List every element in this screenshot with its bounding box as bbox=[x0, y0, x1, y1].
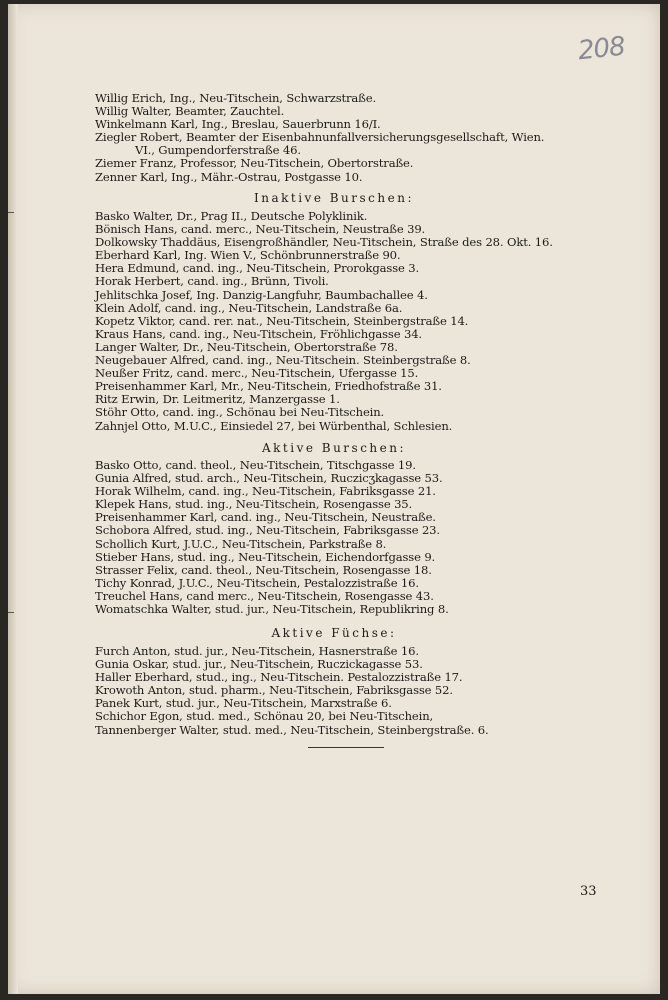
section-heading: Inaktive Burschen: bbox=[253, 191, 414, 205]
list-item: Schobora Alfred, stud. ing., Neu-Titschein, Fabriksgasse 23. bbox=[95, 523, 440, 538]
page-number: 33 bbox=[580, 884, 597, 899]
list-item: Ziemer Franz, Professor, Neu-Titschein, Obertorstraße. bbox=[95, 156, 414, 171]
margin-mark bbox=[8, 612, 14, 613]
list-item: Zahnjel Otto, M.U.C., Einsiedel 27, bei Würbenthal, Schlesien. bbox=[95, 418, 453, 433]
margin-mark bbox=[8, 212, 14, 213]
list-item-continuation: VI., Gumpendorferstraße 46. bbox=[135, 143, 301, 158]
list-item: Neugebauer Alfred, cand. ing., Neu-Titschein. Steinbergstraße 8. bbox=[95, 353, 471, 368]
list-item: Krowoth Anton, stud. pharm., Neu-Titschein, Fabriksgasse 52. bbox=[95, 683, 453, 698]
section-entries bbox=[95, 210, 635, 433]
list-item: Zenner Karl, Ing., Mähr.-Ostrau, Postgasse 10. bbox=[95, 169, 363, 184]
entries-top bbox=[95, 92, 635, 184]
book-page bbox=[8, 4, 660, 994]
list-item: Schollich Kurt, J.U.C., Neu-Titschein, Parkstraße 8. bbox=[95, 536, 387, 551]
list-item: Schichor Egon, stud. med., Schönau 20, bei Neu-Titschein, bbox=[95, 709, 434, 724]
list-item: Gunia Alfred, stud. arch., Neu-Titschein, Ruczicʒkagasse 53. bbox=[95, 471, 443, 486]
list-item: Langer Walter, Dr., Neu-Titschein, Obertorstraße 78. bbox=[95, 339, 398, 354]
section-entries bbox=[95, 459, 635, 616]
list-item: Kraus Hans, cand. ing., Neu-Titschein, Fröhlichgasse 34. bbox=[95, 326, 422, 341]
list-item: Ritz Erwin, Dr. Leitmeritz, Manzergasse 1. bbox=[95, 392, 340, 407]
list-item: Hera Edmund, cand. ing., Neu-Titschein, Prorokgasse 3. bbox=[95, 261, 420, 276]
list-item: Willig Walter, Beamter, Zauchtel. bbox=[95, 104, 285, 119]
list-item: Haller Eberhard, stud., ing., Neu-Titschein. Pestalozzistraße 17. bbox=[95, 670, 463, 685]
list-item: Dolkowsky Thaddäus, Eisengroßhändler, Neu-Titschein, Straße des 28. Okt. 16. bbox=[95, 235, 553, 250]
list-item: Strasser Felix, cand. theol., Neu-Titschein, Rosengasse 18. bbox=[95, 562, 432, 577]
list-item: Basko Walter, Dr., Prag II., Deutsche Polyklinik. bbox=[95, 209, 368, 223]
handwritten-page-number: 208 bbox=[576, 31, 627, 67]
list-item: Jehlitschka Josef, Ing. Danzig-Langfuhr, Baumbachallee 4. bbox=[95, 287, 428, 302]
list-item: Basko Otto, cand. theol., Neu-Titschein, Titschgasse 19. bbox=[95, 458, 416, 472]
list-item: Horak Wilhelm, cand. ing., Neu-Titschein, Fabriksgasse 21. bbox=[95, 484, 436, 499]
list-item: Stöhr Otto, cand. ing., Schönau bei Neu-Titschein. bbox=[95, 405, 385, 420]
list-item: Furch Anton, stud. jur., Neu-Titschein, Hasnerstraße 16. bbox=[95, 644, 419, 658]
page-gutter bbox=[8, 4, 18, 994]
list-item: Stieber Hans, stud. ing., Neu-Titschein, Eichendorfgasse 9. bbox=[95, 549, 436, 564]
list-item: Tichy Konrad, J.U.C., Neu-Titschein, Pestalozzistraße 16. bbox=[95, 575, 419, 590]
list-item: Preisenhammer Karl, cand. ing., Neu-Titschein, Neustraße. bbox=[95, 510, 436, 525]
section-divider bbox=[308, 747, 384, 748]
list-item: Horak Herbert, cand. ing., Brünn, Tivoli. bbox=[95, 274, 329, 289]
list-item: Womatschka Walter, stud. jur., Neu-Titschein, Republikring 8. bbox=[95, 602, 449, 617]
list-item: Tannenberger Walter, stud. med., Neu-Titschein, Steinbergstraße. 6. bbox=[95, 722, 489, 737]
list-item: Panek Kurt, stud. jur., Neu-Titschein, Marxstraße 6. bbox=[95, 696, 392, 711]
list-item: Ziegler Robert, Beamter der Eisenbahnunfallversicherungsgesellschaft, Wien. bbox=[95, 130, 545, 145]
list-item: Eberhard Karl, Ing. Wien V., Schönbrunnerstraße 90. bbox=[95, 248, 401, 263]
list-item: Klein Adolf, cand. ing., Neu-Titschein, Landstraße 6a. bbox=[95, 300, 403, 315]
section-heading: Aktive Füchse: bbox=[271, 626, 397, 640]
list-item: Winkelmann Karl, Ing., Breslau, Sauerbrunn 16/I. bbox=[95, 117, 381, 132]
list-item: Klepek Hans, stud. ing., Neu-Titschein, Rosengasse 35. bbox=[95, 497, 413, 512]
list-item: Gunia Oskar, stud. jur., Neu-Titschein, Ruczickagasse 53. bbox=[95, 657, 423, 672]
list-item: Bönisch Hans, cand. merc., Neu-Titschein, Neustraße 39. bbox=[95, 222, 426, 237]
list-item: Neußer Fritz, cand. merc., Neu-Titschein, Ufergasse 15. bbox=[95, 366, 419, 381]
list-item: Treuchel Hans, cand merc., Neu-Titschein, Rosengasse 43. bbox=[95, 588, 434, 603]
list-item: Kopetz Viktor, cand. rer. nat., Neu-Titschein, Steinbergstraße 14. bbox=[95, 313, 469, 328]
section-entries bbox=[95, 645, 635, 737]
list-item: Preisenhammer Karl, Mr., Neu-Titschein, Friedhofstraße 31. bbox=[95, 379, 442, 394]
list-item: Willig Erich, Ing., Neu-Titschein, Schwarzstraße. bbox=[95, 91, 377, 105]
section-heading: Aktive Burschen: bbox=[261, 441, 407, 455]
